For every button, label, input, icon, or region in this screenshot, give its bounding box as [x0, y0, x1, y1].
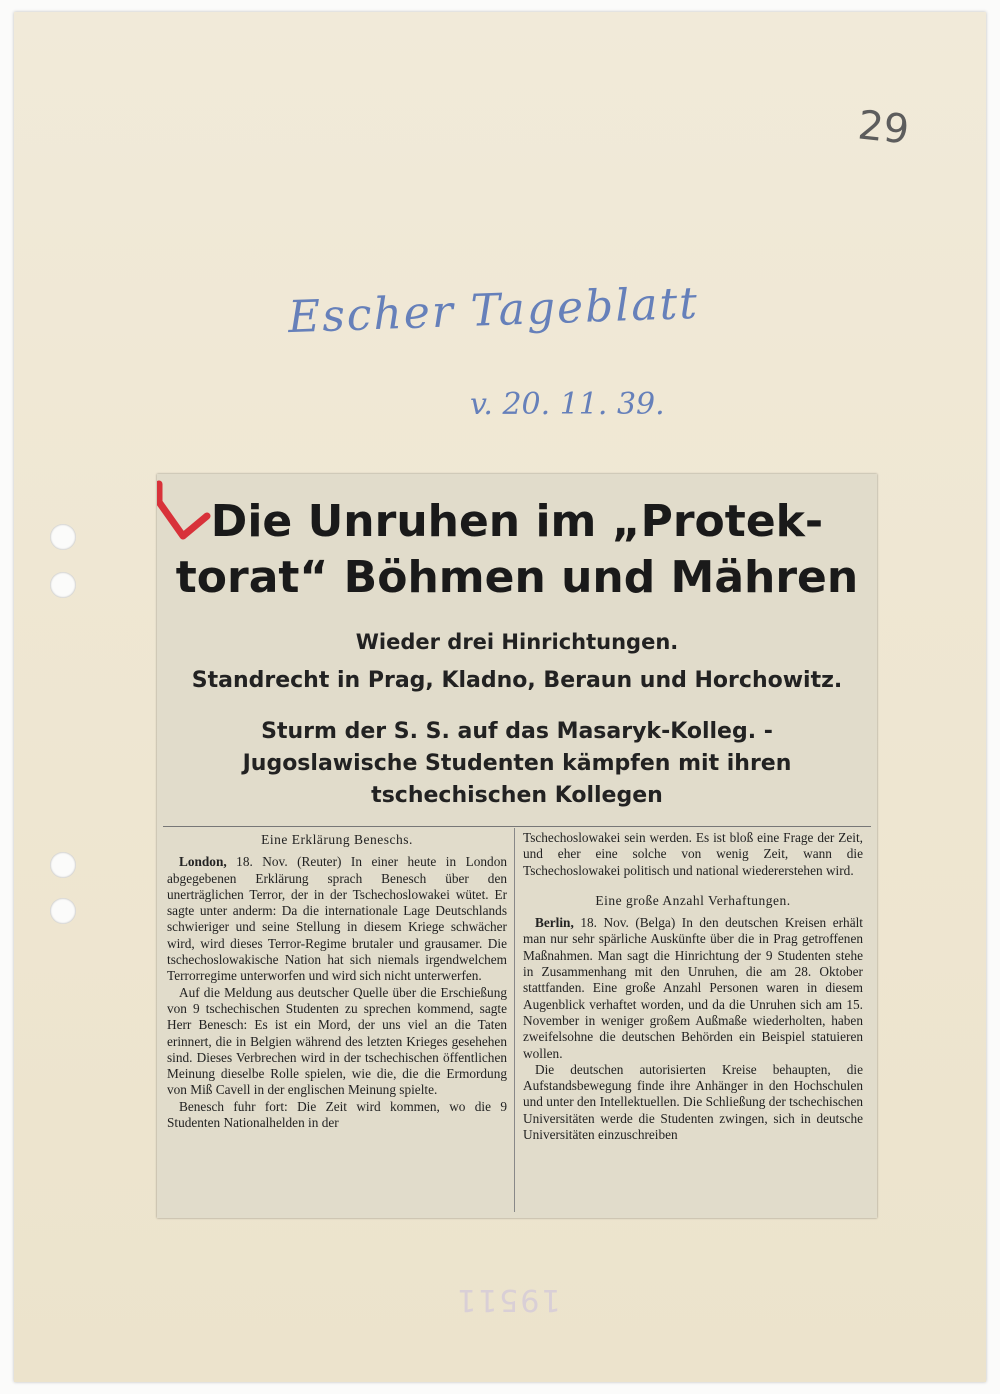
subheading-line-3: tschechischen Kollegen [371, 783, 663, 808]
handwritten-date: v. 20. 11. 39. [470, 387, 665, 422]
subheading-martial-law: Standrecht in Prag, Kladno, Beraun und Horchowitz. [191, 668, 843, 693]
red-check-mark [157, 478, 213, 548]
article-column-right [523, 830, 863, 1212]
column-divider [514, 828, 515, 1212]
article-column-left [167, 830, 507, 1212]
headline [161, 494, 873, 606]
subheading-executions: Wieder drei Hinrichtungen. [355, 630, 679, 654]
paragraph: Benesch fuhr fort: Die Zeit wird kommen, wo die 9 Studenten Nationalhelden in der [167, 1098, 507, 1131]
paragraph: Berlin, 18. Nov. (Belga) In den deutschen Kreisen erhält man nur sehr spärliche Auskünfte über die in Prag getroffenen Maßnahmen. Man sagt die Hinrichtung der 9 Studenten stehe in Zusammenhang mit den Unruhen, die am 28. Oktober stattfanden. Eine große Anzahl Personen waren in diesem Augenblick verhaftet worden, und da die Unruhen sich am 15. November in weniger großem Außmaße wiederholten, haben zweifelsohne die deutschen Behörden ein Beispiel statuieren wollen. [523, 915, 863, 1061]
paragraph: Auf die Meldung aus deutscher Quelle über die Erschießung von 9 tschechischen Studenten zu sprechen kommend, sagte Herr Benesch: Es ist ein Mord, der uns viel an die Taten erinnert, die in Belgien während des letzten Krieges gesehehen sind. Dieses Verbrechen wird in der tschechischen öffentlichen Meinung dieselbe Rolle spielen, wie die, die die Ermordung von Miß Cavell in der englischen Meinung spielte. [167, 984, 507, 1098]
subheading-line-2: Jugoslawische Studenten kämpfen mit ihren [242, 751, 792, 776]
punch-hole [50, 572, 76, 598]
page-number: 29 [855, 102, 912, 154]
punch-hole [50, 898, 76, 924]
punch-hole [50, 524, 76, 550]
newspaper-clipping [157, 474, 877, 1218]
punch-hole [50, 852, 76, 878]
headline-line-1: Die Unruhen im „Protek- [210, 496, 824, 547]
paragraph: London, 18. Nov. (Reuter) In einer heute in London abgegebenen Erklärung sprach Benesch über den unerträglichen Terror, der in der Tschechoslowakei wütet. Er sagte unter anderm: Da die internationale Lage Deutschlands schwieriger und seine Stellung in diesem Kriege schwächer wird, wird dieses Terror-Regime brutaler und grausamer. Die tschechoslowakische Nation hat sich niemals irgendwelchem Terrorregime unterworfen und wird sich nicht unterwerfen. [167, 854, 507, 984]
archive-stamp-number: 19511 [455, 1282, 561, 1317]
paragraph: Die deutschen autorisierten Kreise behaupten, die Aufstandsbewegung finde ihre Anhänger in den Hochschulen und unter den Intellektuellen. Die Schließung der tschechischen Universitäten werde die Studenten zwingen, sich in deutsche Universitäten einzuschreiben [523, 1061, 863, 1143]
dateline: Berlin, [535, 915, 574, 931]
column-top-rule [163, 826, 871, 827]
handwritten-source: Escher Tageblatt [287, 277, 700, 344]
subheading-line-1: Sturm der S. S. auf das Masaryk-Kolleg. - [261, 719, 773, 744]
paragraph: Tschechoslowakei sein werden. Es ist bloß eine Frage der Zeit, und eher eine solche von wenig Zeit, wann die Tschechoslowakei politisch und national wiedererstehen wird. [523, 830, 863, 878]
headline-line-2: torat“ Böhmen und Mähren [175, 552, 859, 603]
dateline: London, [179, 854, 227, 870]
section-heading-benesch: Eine Erklärung Beneschs. [261, 832, 413, 847]
subheading-masaryk [161, 716, 873, 812]
section-heading-arrests: Eine große Anzahl Verhaftungen. [595, 892, 791, 908]
